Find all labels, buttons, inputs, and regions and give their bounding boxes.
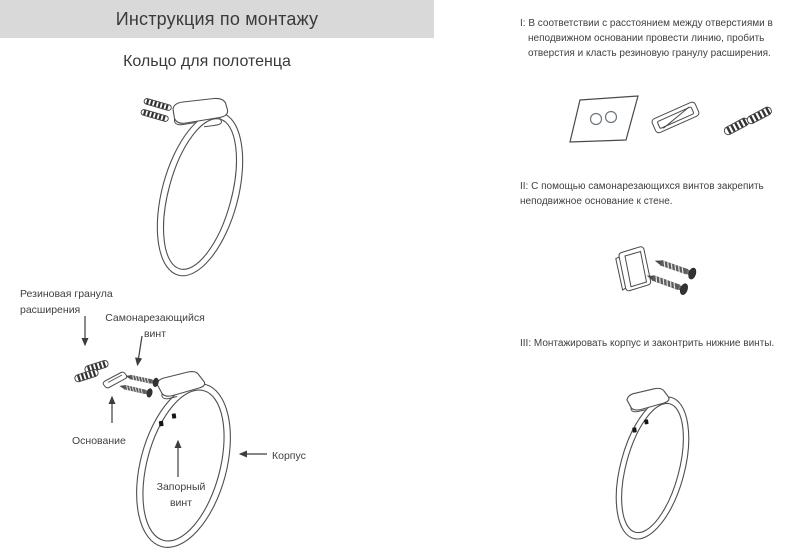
label-line: винт xyxy=(169,497,193,509)
expansion-plug-icon xyxy=(723,117,750,136)
lock-screw-dot xyxy=(644,419,648,424)
label-line: винт xyxy=(143,328,167,340)
step-3-text xyxy=(520,336,774,351)
mounting-plate xyxy=(173,98,228,123)
label-lock-screw xyxy=(154,479,208,511)
label-tapping-screw xyxy=(103,310,207,342)
wall-screw-icon xyxy=(140,109,168,122)
label-line: Запорный xyxy=(156,481,206,493)
label-line: Самонарезающийся xyxy=(105,312,205,324)
step-line: неподвижное основание к стене. xyxy=(520,196,673,207)
label-body: Корпус xyxy=(272,450,306,462)
expansion-plug-icon xyxy=(746,106,773,125)
mounting-plate xyxy=(627,388,669,410)
label-line: Резиновая гранула xyxy=(20,288,113,300)
step-line: отверстия и класть резиновую гранулу расширения. xyxy=(528,48,771,59)
step-line: II: С помощью самонарезающихся винтов закрепить xyxy=(520,181,764,192)
label-line: расширения xyxy=(20,304,81,316)
self-tapping-screw-icon xyxy=(124,372,159,388)
self-tapping-screw-icon xyxy=(645,270,689,295)
lock-screw-dot xyxy=(172,413,177,419)
header-band xyxy=(0,0,434,38)
ring-body xyxy=(142,103,259,285)
step-2-text xyxy=(520,179,764,209)
step-line: I: В соответствии с расстоянием между отверстиями в xyxy=(520,18,773,29)
base-frame-icon xyxy=(651,101,700,134)
label-base: Основание xyxy=(72,435,126,447)
step-2-illustration xyxy=(608,242,720,300)
mounting-plate xyxy=(157,372,205,397)
self-tapping-screw-icon xyxy=(653,255,697,280)
wall-panel xyxy=(570,96,638,142)
step-1-text xyxy=(520,16,773,61)
step-1-illustration xyxy=(560,90,775,170)
step-line: неподвижном основании провести линию, пробить xyxy=(528,33,765,44)
base-bracket xyxy=(616,247,651,291)
lock-screw-dot xyxy=(632,427,637,433)
towel-ring-illustration xyxy=(140,88,252,288)
ring-body xyxy=(603,389,703,547)
product-subtitle: Кольцо для полотенца xyxy=(123,53,291,70)
ring-body xyxy=(120,373,247,558)
wall-screw-icon xyxy=(143,98,171,111)
step-3-illustration xyxy=(610,380,710,550)
lock-screw-dot xyxy=(159,421,164,427)
self-tapping-screw-icon xyxy=(118,382,153,398)
step-line: III: Монтажировать корпус и законтрить нижние винты. xyxy=(520,338,775,349)
page-title: Инструкция по монтажу xyxy=(115,9,319,29)
label-expansion-plug xyxy=(20,286,113,318)
